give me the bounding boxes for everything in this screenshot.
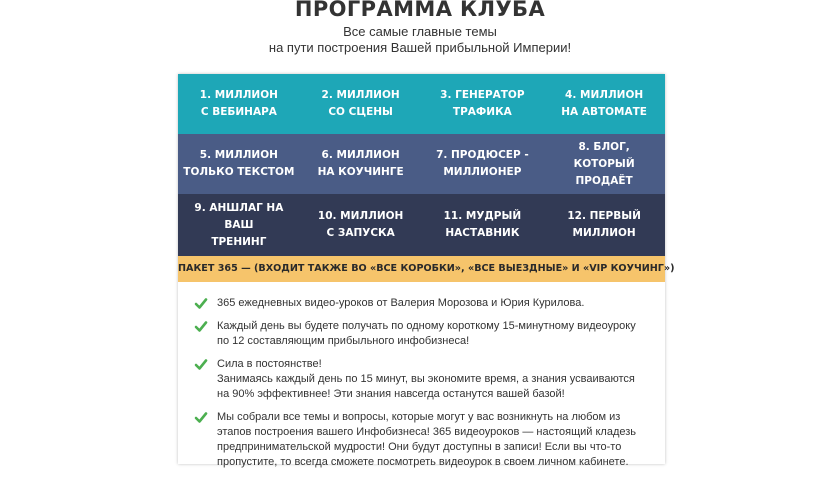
check-icon <box>195 412 207 423</box>
topic-cell-6[interactable]: 6. МИЛЛИОН НА КОУЧИНГЕ <box>317 149 404 178</box>
feature-text: Занимаясь каждый день по 15 минут, вы экономите время, а знания усваиваются на 90% эффективнее! Эти знания навсегда останутся вашей базой! <box>217 373 635 400</box>
page-title: ПРОГРАММА КЛУБА <box>294 0 546 21</box>
topic-cell-11[interactable]: 11. МУДРЫЙ НАСТАВНИК <box>443 210 522 239</box>
check-icon <box>195 359 207 370</box>
topic-cell-8[interactable]: 8. БЛОГ, КОТОРЫЙ ПРОДАЁТ <box>573 140 635 187</box>
topics-row-3 <box>178 194 665 256</box>
topics-row-2 <box>178 134 665 194</box>
topic-cell-7[interactable]: 7. ПРОДЮСЕР - МИЛЛИОНЕР <box>436 149 529 178</box>
feature-item <box>178 410 665 470</box>
feature-item <box>178 296 665 311</box>
program-card <box>178 74 675 468</box>
topic-cell-4[interactable]: 4. МИЛЛИОН НА АВТОМАТЕ <box>561 89 647 118</box>
feature-text: Каждый день вы будете получать по одному короткому 15-минутному видеоуроку по 12 составляющим прибыльного инфобизнеса! <box>217 320 636 347</box>
page-subtitle-line-2: на пути построения Вашей прибыльной Империи! <box>268 40 572 55</box>
topic-cell-1[interactable]: 1. МИЛЛИОН С ВЕБИНАРА <box>199 89 278 118</box>
topic-cell-9[interactable]: 9. АНШЛАГ НА ВАШ ТРЕНИНГ <box>194 201 284 248</box>
topics-row-1 <box>178 74 665 134</box>
topic-cell-10[interactable]: 10. МИЛЛИОН С ЗАПУСКА <box>317 210 404 239</box>
topic-cell-12[interactable]: 12. ПЕРВЫЙ МИЛЛИОН <box>567 210 641 239</box>
check-icon <box>195 321 207 332</box>
feature-text: 365 ежедневных видео-уроков от Валерия Морозова и Юрия Курилова. <box>217 297 585 309</box>
page-subtitle-line-1: Все самые главные темы <box>343 24 497 39</box>
check-icon <box>195 298 207 309</box>
feature-list <box>178 296 665 478</box>
package-banner: ПАКЕТ 365 — (ВХОДИТ ТАКЖЕ ВО «ВСЕ КОРОБКИ», «ВСЕ ВЫЕЗДНЫЕ» И «VIP КОУЧИНГ») <box>178 256 665 282</box>
feature-heading: Сила в постоянстве! <box>217 358 322 370</box>
feature-text: Мы собрали все темы и вопросы, которые могут у вас возникнуть на любом из этапов построения вашего Инфобизнеса! 365 видеоуроков — настоящий кладезь предпринимательской мудрости! Они будут доступны в записи! Если вы что-то пропустите, то всегда сможете посмотреть видеоурок в своем личном кабинете. <box>217 411 637 468</box>
feature-item <box>178 357 665 402</box>
topic-cell-2[interactable]: 2. МИЛЛИОН СО СЦЕНЫ <box>321 89 400 118</box>
feature-item <box>178 319 665 349</box>
topic-cell-5[interactable]: 5. МИЛЛИОН ТОЛЬКО ТЕКСТОМ <box>183 149 295 178</box>
topic-cell-3[interactable]: 3. ГЕНЕРАТОР ТРАФИКА <box>440 89 525 118</box>
